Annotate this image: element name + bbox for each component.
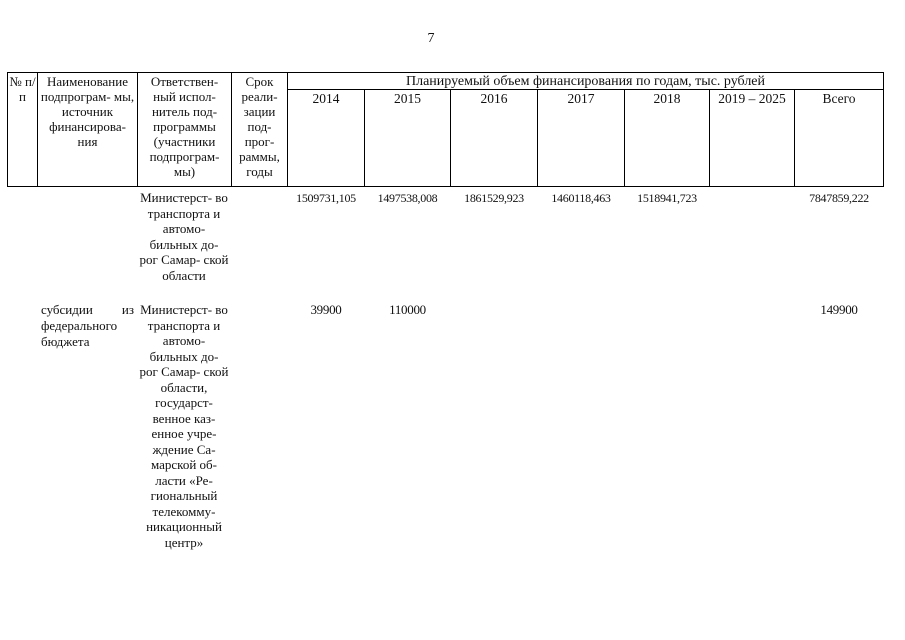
header-total: Всего bbox=[822, 91, 856, 106]
header-num: № п/п bbox=[9, 74, 36, 104]
col-border-4 bbox=[287, 72, 288, 187]
row1-value-total: 7847859,222 bbox=[809, 191, 869, 205]
col-border-1 bbox=[37, 72, 38, 187]
row2-name: субсидии из федерального бюджета bbox=[41, 302, 134, 349]
row1-value-2015: 1497538,008 bbox=[377, 191, 438, 205]
table-top-border bbox=[7, 72, 884, 73]
row1-value-2018: 1518941,723 bbox=[637, 191, 697, 205]
row2-value-2014: 39900 bbox=[310, 302, 342, 317]
header-responsible: Ответствен- ный испол- нитель под- программы (участники подпрограм- мы) bbox=[149, 74, 220, 179]
col-border-2 bbox=[137, 72, 138, 187]
page-number: 7 bbox=[427, 31, 435, 46]
header-name: Наименование подпрограм- мы, источник финансирова- ния bbox=[40, 74, 135, 149]
row2-responsible: Министерст- во транспорта и автомо- бильных до- рог Самар- ской области, государст- венное каз- енное учре- ждение Са- марской об- ласти «Ре- гиональный телекомму- никационный центр» bbox=[139, 302, 229, 550]
header-bottom-border bbox=[7, 186, 884, 187]
header-year-2018: 2018 bbox=[653, 91, 681, 106]
row1-value-2017: 1460118,463 bbox=[551, 191, 611, 205]
row2-value-total: 149900 bbox=[820, 302, 858, 317]
header-year-2015: 2015 bbox=[394, 91, 421, 106]
header-year-2017: 2017 bbox=[567, 91, 595, 106]
col-border-11 bbox=[883, 72, 884, 187]
header-period: Срок реали- зации под- прог- раммы, годы bbox=[239, 74, 280, 179]
row2-value-2015: 110000 bbox=[389, 302, 426, 317]
col-border-3 bbox=[231, 72, 232, 187]
row1-responsible: Министерст- во транспорта и автомо- бильных до- рог Самар- ской области bbox=[139, 190, 229, 283]
header-year-2019-2025: 2019 – 2025 bbox=[718, 91, 786, 106]
row1-value-2016: 1861529,923 bbox=[464, 191, 524, 205]
header-funding-group: Планируемый объем финансирования по годам, тыс. рублей bbox=[405, 74, 766, 89]
header-year-2014: 2014 bbox=[312, 91, 340, 106]
row1-value-2014: 1509731,105 bbox=[296, 191, 356, 205]
header-year-2016: 2016 bbox=[480, 91, 508, 106]
